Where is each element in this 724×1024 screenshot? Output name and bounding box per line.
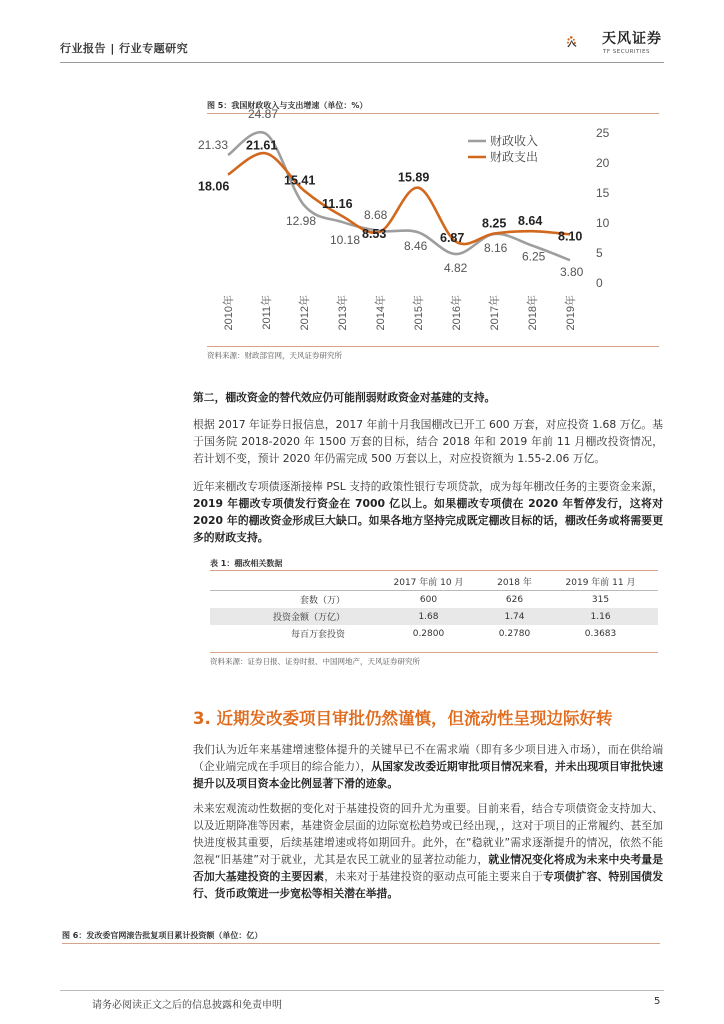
figure6-title-rule <box>62 943 660 944</box>
x-tick-label: 2013年 <box>337 295 349 331</box>
figure5-bottom-rule <box>207 346 659 347</box>
data-label: 3.80 <box>560 265 584 280</box>
header-rule <box>60 62 664 63</box>
section2-p2-bold: 2019 年棚改专项债发行资金在 7000 亿以上。如果棚改专项债在 2020 年暂停发行，这将对 2020 年的棚改资金形成巨大缺口。如果各地方坚持完成既定棚改目标的话，棚改任务或将需要更多的财政支持。 <box>193 497 663 544</box>
y-axis <box>596 126 610 290</box>
figure5-title: 图 5：我国财政收入与支出增速（单位：%） <box>207 101 368 110</box>
table-row-label: 每百万套投资 <box>291 630 346 640</box>
data-label: 15.89 <box>398 170 430 185</box>
data-label: 8.68 <box>364 207 388 222</box>
table-cell: 1.16 <box>543 608 658 625</box>
x-tick-label: 2018年 <box>527 295 539 331</box>
data-label: 4.82 <box>444 261 468 276</box>
data-label: 21.61 <box>246 138 278 153</box>
table-cell: 1.68 <box>371 608 486 625</box>
data-label: 8.46 <box>404 239 428 254</box>
section3-p2-bold2: 专项债扩容、特别国债发行、货币政策进一步宽松等相关潜在举措。 <box>193 870 664 900</box>
report-breadcrumb: 行业报告 | 行业专题研究 <box>60 42 189 55</box>
x-tick-label: 2010年 <box>223 295 235 331</box>
table-header-cell: 2018 年 <box>486 573 543 591</box>
logo-name: 天风证券 <box>602 31 662 47</box>
x-tick-label: 2016年 <box>451 295 463 331</box>
table-header-row <box>210 573 658 591</box>
data-label: 8.10 <box>558 229 583 244</box>
section3-paragraph1 <box>193 741 663 792</box>
figure5-source: 资料来源：财政部官网，天风证券研究所 <box>207 351 342 360</box>
data-label: 8.53 <box>362 226 387 241</box>
shantytown-data-table <box>210 573 658 642</box>
x-tick-label: 2015年 <box>413 295 425 331</box>
table-header-cell <box>210 573 371 591</box>
table-cell: 315 <box>591 594 610 605</box>
section3-paragraph2 <box>193 800 663 902</box>
page-number: 5 <box>654 996 661 1007</box>
section3-p2-bold1: 就业情况变化将成为未来中央考量是否加大基建投资的主要因素 <box>193 853 664 883</box>
table-row-label: 投资金额（万亿） <box>210 608 371 625</box>
table-cell: 626 <box>505 594 524 605</box>
x-axis <box>221 295 577 330</box>
y-tick-label: 0 <box>596 276 603 290</box>
y-tick-label: 25 <box>596 126 610 140</box>
table-header-cell: 2019 年前 11 月 <box>543 573 658 591</box>
section2-paragraph1 <box>193 416 663 467</box>
x-tick-label: 2014年 <box>375 295 387 331</box>
data-label: 18.06 <box>198 179 230 194</box>
y-tick-label: 10 <box>596 216 610 230</box>
table1-title: 表 1：棚改相关数据 <box>210 559 283 568</box>
data-label: 8.25 <box>482 216 507 231</box>
table-row <box>210 625 658 642</box>
table1-bottom-rule <box>210 652 658 653</box>
footer-disclaimer: 请务必阅读正文之后的信息披露和免责申明 <box>92 1000 282 1011</box>
logo-subtitle: TF SECURITIES <box>603 49 650 55</box>
section3-p2-plain: 未来宏观流动性数据的变化对于基建投资的回升尤为重要。目前来看，结合专项债资金支持加大、以及近期降准等因素，基建资金层面的边际宽松趋势或已经出现，，这对于项目的正常履约、甚至加快进度极其重要，后续基建增速或将如期回升。此外，在“稳就业”需求逐渐提升的情况，依然不能忽视“旧基建”对于就业，尤其是农民工就业的显著拉动能力， <box>193 802 663 866</box>
data-label: 24.87 <box>248 106 279 121</box>
data-label: 12.98 <box>286 214 317 229</box>
table-cell: 1.74 <box>486 608 543 625</box>
table-row <box>210 591 658 609</box>
fiscal-growth-chart <box>198 106 620 345</box>
section3-p1-plain: 我们认为近年来基建增速整体提升的关键早已不在需求端（即有多少项目进入市场），而在供给端（企业端完成在手项目的综合能力）， <box>193 743 663 773</box>
section3-p1-bold: 从国家发改委近期审批项目情况来看，并未出现项目审批快速提升以及项目资本金比例显著下滑的迹象。 <box>193 760 663 790</box>
data-label: 11.16 <box>322 197 353 212</box>
data-label: 10.18 <box>330 232 361 247</box>
y-tick-label: 5 <box>596 246 603 260</box>
x-tick-label: 2012年 <box>299 295 311 331</box>
x-tick-label: 2019年 <box>565 295 577 331</box>
data-label: 8.16 <box>484 241 508 256</box>
section2-heading-text: 第二，棚改资金的替代效应仍可能削弱财政资金对基建的支持。 <box>193 391 496 404</box>
data-label: 6.87 <box>440 230 465 245</box>
figure6-title: 图 6：发改委官网滚告批复项目累计投资额（单位：亿） <box>62 931 263 940</box>
table1-title-rule <box>210 570 658 571</box>
table-cell: 0.2800 <box>412 628 445 639</box>
table-row-label: 套数（万） <box>300 596 346 606</box>
section2-paragraph2 <box>193 478 663 546</box>
table-cell: 600 <box>419 594 438 605</box>
x-tick-label: 2017年 <box>489 295 501 331</box>
table-cell: 0.3683 <box>584 628 617 639</box>
data-label: 6.25 <box>522 249 546 264</box>
table-cell: 0.2780 <box>498 628 531 639</box>
tf-logo-icon <box>566 22 602 62</box>
legend <box>468 133 538 164</box>
y-tick-label: 15 <box>596 186 610 200</box>
section2-heading <box>193 389 663 406</box>
section2-p2-plain: 近年来棚改专项债逐渐接棒 PSL 支持的政策性银行专项贷款，成为每年棚改任务的主要资金来源， <box>193 480 663 493</box>
footer-rule <box>60 990 664 991</box>
y-tick-label: 20 <box>596 156 610 170</box>
table-header-cell: 2017 年前 10 月 <box>371 573 486 591</box>
section2-p1-text: 根据 2017 年证券日报信息，2017 年前十月我国棚改已开工 600 万套，对应投资 1.68 万亿。基于国务院 2018-2020 年 1500 万套的目标，结合 2018 年和 2019 年前 11 月棚改投资情况，若计划不变，预计 2020 年仍需完成 500 万套以上，对应投资额为 1.55-2.06 万亿。 <box>193 418 663 465</box>
data-label: 15.41 <box>284 173 316 188</box>
x-tick-label: 2011年 <box>261 295 273 330</box>
table1-source: 资料来源：证券日报、证券时报、中国网地产，天风证券研究所 <box>210 657 420 666</box>
legend-label: 财政收入 <box>490 134 539 148</box>
data-label: 8.64 <box>518 214 543 229</box>
section3-p2-plain2: ，未来对于基建投资的驱动点可能主要来自于 <box>324 870 543 883</box>
table-row <box>210 608 658 625</box>
data-label: 21.33 <box>198 138 229 153</box>
legend-label: 财政支出 <box>490 150 539 164</box>
section3-heading: 3. 近期发改委项目审批仍然谨慎，但流动性呈现边际好转 <box>193 709 613 728</box>
